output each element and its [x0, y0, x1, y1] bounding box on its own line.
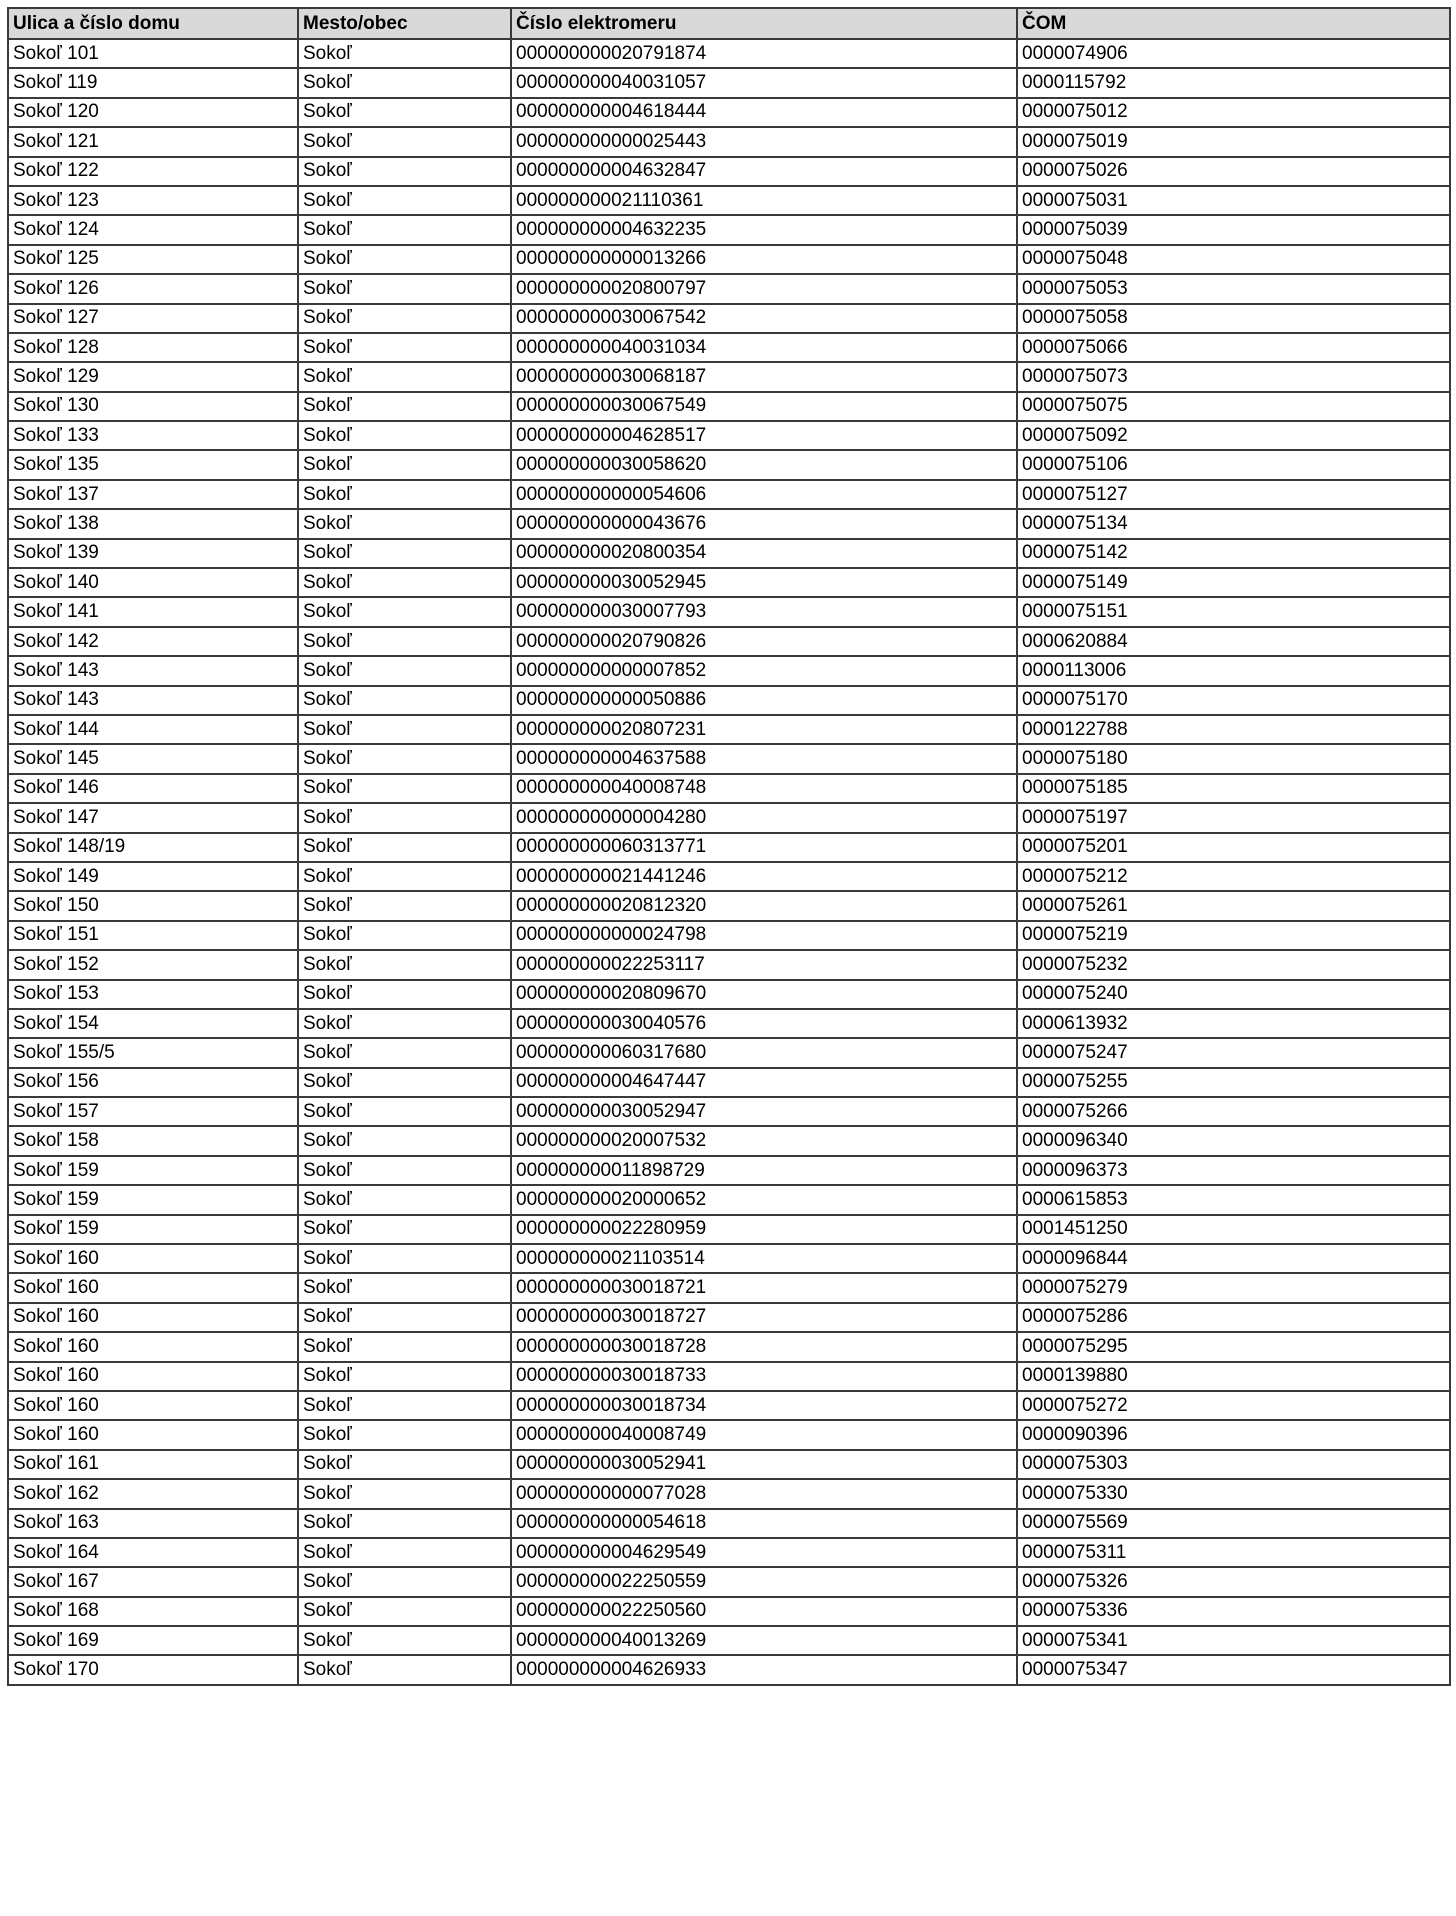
table-row: [8, 715, 1450, 744]
cell-meter-number: 000000000040008749: [511, 1420, 1017, 1449]
cell-meter-number: 000000000000013266: [511, 245, 1017, 274]
cell-com: 0000096340: [1017, 1126, 1450, 1155]
document-page: [7, 7, 1449, 1686]
cell-com: 0000075066: [1017, 333, 1450, 362]
table-row: [8, 1097, 1450, 1126]
cell-city: Sokoľ: [298, 1215, 511, 1244]
cell-city: Sokoľ: [298, 480, 511, 509]
cell-city: Sokoľ: [298, 274, 511, 303]
cell-city: Sokoľ: [298, 1626, 511, 1655]
cell-street: Sokoľ 143: [8, 686, 298, 715]
cell-com: 0000075106: [1017, 450, 1450, 479]
table-row: [8, 1420, 1450, 1449]
cell-com: 0000075232: [1017, 950, 1450, 979]
cell-com: 0000113006: [1017, 656, 1450, 685]
cell-com: 0000115792: [1017, 68, 1450, 97]
cell-city: Sokoľ: [298, 1391, 511, 1420]
cell-com: 0000075295: [1017, 1332, 1450, 1361]
table-row: [8, 39, 1450, 68]
table-row: [8, 1126, 1450, 1155]
cell-meter-number: 000000000030067542: [511, 304, 1017, 333]
table-row: [8, 1273, 1450, 1302]
cell-com: 0000075279: [1017, 1273, 1450, 1302]
cell-com: 0000075336: [1017, 1597, 1450, 1626]
table-row: [8, 333, 1450, 362]
table-row: [8, 186, 1450, 215]
cell-meter-number: 000000000040031057: [511, 68, 1017, 97]
table-row: [8, 980, 1450, 1009]
column-header-com: ČOM: [1017, 8, 1450, 39]
cell-meter-number: 000000000020809670: [511, 980, 1017, 1009]
cell-meter-number: 000000000000054606: [511, 480, 1017, 509]
cell-meter-number: 000000000020812320: [511, 891, 1017, 920]
cell-meter-number: 000000000004637588: [511, 744, 1017, 773]
cell-street: Sokoľ 129: [8, 362, 298, 391]
table-header: [8, 8, 1450, 39]
table-row: [8, 1332, 1450, 1361]
cell-com: 0000075073: [1017, 362, 1450, 391]
cell-street: Sokoľ 161: [8, 1450, 298, 1479]
cell-city: Sokoľ: [298, 98, 511, 127]
cell-com: 0000075151: [1017, 597, 1450, 626]
cell-com: 0000075240: [1017, 980, 1450, 1009]
cell-com: 0000075053: [1017, 274, 1450, 303]
cell-street: Sokoľ 147: [8, 803, 298, 832]
table-row: [8, 1303, 1450, 1332]
cell-com: 0000075261: [1017, 891, 1450, 920]
table-row: [8, 450, 1450, 479]
cell-com: 0000075247: [1017, 1038, 1450, 1067]
cell-com: 0000075311: [1017, 1538, 1450, 1567]
table-row: [8, 1655, 1450, 1684]
cell-street: Sokoľ 151: [8, 921, 298, 950]
cell-com: 0000090396: [1017, 1420, 1450, 1449]
cell-street: Sokoľ 153: [8, 980, 298, 1009]
table-row: [8, 157, 1450, 186]
cell-street: Sokoľ 101: [8, 39, 298, 68]
cell-meter-number: 000000000030018733: [511, 1362, 1017, 1391]
cell-meter-number: 000000000004629549: [511, 1538, 1017, 1567]
cell-city: Sokoľ: [298, 127, 511, 156]
cell-city: Sokoľ: [298, 1509, 511, 1538]
cell-meter-number: 000000000022280959: [511, 1215, 1017, 1244]
table-row: [8, 1479, 1450, 1508]
cell-city: Sokoľ: [298, 421, 511, 450]
table-row: [8, 921, 1450, 950]
cell-street: Sokoľ 158: [8, 1126, 298, 1155]
cell-city: Sokoľ: [298, 891, 511, 920]
cell-city: Sokoľ: [298, 215, 511, 244]
cell-street: Sokoľ 141: [8, 597, 298, 626]
cell-street: Sokoľ 160: [8, 1362, 298, 1391]
table-row: [8, 1156, 1450, 1185]
cell-city: Sokoľ: [298, 1303, 511, 1332]
table-row: [8, 1038, 1450, 1067]
cell-street: Sokoľ 160: [8, 1332, 298, 1361]
cell-city: Sokoľ: [298, 744, 511, 773]
cell-street: Sokoľ 142: [8, 627, 298, 656]
cell-city: Sokoľ: [298, 1009, 511, 1038]
cell-city: Sokoľ: [298, 1273, 511, 1302]
cell-city: Sokoľ: [298, 539, 511, 568]
cell-com: 0000075075: [1017, 392, 1450, 421]
cell-meter-number: 000000000000025443: [511, 127, 1017, 156]
cell-street: Sokoľ 127: [8, 304, 298, 333]
cell-meter-number: 000000000030018734: [511, 1391, 1017, 1420]
cell-street: Sokoľ 162: [8, 1479, 298, 1508]
cell-city: Sokoľ: [298, 1450, 511, 1479]
cell-com: 0000075185: [1017, 774, 1450, 803]
cell-com: 0000075026: [1017, 157, 1450, 186]
cell-com: 0000096373: [1017, 1156, 1450, 1185]
cell-street: Sokoľ 156: [8, 1068, 298, 1097]
cell-meter-number: 000000000022253117: [511, 950, 1017, 979]
table-row: [8, 656, 1450, 685]
cell-street: Sokoľ 145: [8, 744, 298, 773]
cell-street: Sokoľ 126: [8, 274, 298, 303]
cell-city: Sokoľ: [298, 1597, 511, 1626]
cell-street: Sokoľ 160: [8, 1420, 298, 1449]
table-row: [8, 833, 1450, 862]
cell-street: Sokoľ 146: [8, 774, 298, 803]
table-row: [8, 774, 1450, 803]
cell-com: 0000122788: [1017, 715, 1450, 744]
cell-meter-number: 000000000000007852: [511, 656, 1017, 685]
cell-street: Sokoľ 143: [8, 656, 298, 685]
cell-meter-number: 000000000030068187: [511, 362, 1017, 391]
cell-meter-number: 000000000020000652: [511, 1185, 1017, 1214]
cell-meter-number: 000000000020791874: [511, 39, 1017, 68]
cell-street: Sokoľ 170: [8, 1655, 298, 1684]
cell-city: Sokoľ: [298, 39, 511, 68]
cell-com: 0000075019: [1017, 127, 1450, 156]
cell-com: 0000620884: [1017, 627, 1450, 656]
cell-com: 0000096844: [1017, 1244, 1450, 1273]
cell-city: Sokoľ: [298, 1156, 511, 1185]
cell-meter-number: 000000000030018727: [511, 1303, 1017, 1332]
cell-street: Sokoľ 135: [8, 450, 298, 479]
cell-meter-number: 000000000004632235: [511, 215, 1017, 244]
cell-meter-number: 000000000030067549: [511, 392, 1017, 421]
cell-com: 0000075326: [1017, 1567, 1450, 1596]
cell-meter-number: 000000000021441246: [511, 862, 1017, 891]
cell-city: Sokoľ: [298, 1332, 511, 1361]
table-row: [8, 627, 1450, 656]
cell-city: Sokoľ: [298, 1655, 511, 1684]
column-header-street: Ulica a číslo domu: [8, 8, 298, 39]
cell-city: Sokoľ: [298, 568, 511, 597]
cell-city: Sokoľ: [298, 950, 511, 979]
table-row: [8, 1626, 1450, 1655]
cell-meter-number: 000000000004626933: [511, 1655, 1017, 1684]
cell-street: Sokoľ 128: [8, 333, 298, 362]
cell-street: Sokoľ 137: [8, 480, 298, 509]
cell-meter-number: 000000000004647447: [511, 1068, 1017, 1097]
cell-meter-number: 000000000000050886: [511, 686, 1017, 715]
cell-meter-number: 000000000060317680: [511, 1038, 1017, 1067]
cell-city: Sokoľ: [298, 1538, 511, 1567]
cell-com: 0000075134: [1017, 509, 1450, 538]
cell-street: Sokoľ 159: [8, 1215, 298, 1244]
cell-meter-number: 000000000030018721: [511, 1273, 1017, 1302]
table-row: [8, 744, 1450, 773]
table-body: [8, 39, 1450, 1685]
table-row: [8, 568, 1450, 597]
cell-com: 0000075031: [1017, 186, 1450, 215]
cell-city: Sokoľ: [298, 862, 511, 891]
cell-com: 0000075048: [1017, 245, 1450, 274]
cell-meter-number: 000000000020790826: [511, 627, 1017, 656]
table-row: [8, 304, 1450, 333]
cell-city: Sokoľ: [298, 1567, 511, 1596]
cell-meter-number: 000000000030052945: [511, 568, 1017, 597]
cell-meter-number: 000000000020807231: [511, 715, 1017, 744]
cell-street: Sokoľ 122: [8, 157, 298, 186]
cell-com: 0000075341: [1017, 1626, 1450, 1655]
table-row: [8, 509, 1450, 538]
table-row: [8, 1597, 1450, 1626]
cell-com: 0000139880: [1017, 1362, 1450, 1391]
table-row: [8, 1068, 1450, 1097]
cell-street: Sokoľ 120: [8, 98, 298, 127]
cell-com: 0000075058: [1017, 304, 1450, 333]
table-row: [8, 686, 1450, 715]
table-row: [8, 68, 1450, 97]
cell-com: 0001451250: [1017, 1215, 1450, 1244]
cell-meter-number: 000000000030058620: [511, 450, 1017, 479]
cell-street: Sokoľ 149: [8, 862, 298, 891]
cell-meter-number: 000000000000054618: [511, 1509, 1017, 1538]
table-row: [8, 1538, 1450, 1567]
table-row: [8, 803, 1450, 832]
cell-com: 0000615853: [1017, 1185, 1450, 1214]
table-row: [8, 127, 1450, 156]
cell-city: Sokoľ: [298, 1362, 511, 1391]
cell-meter-number: 000000000004628517: [511, 421, 1017, 450]
cell-com: 0000613932: [1017, 1009, 1450, 1038]
cell-meter-number: 000000000030040576: [511, 1009, 1017, 1038]
cell-com: 0000075201: [1017, 833, 1450, 862]
cell-street: Sokoľ 160: [8, 1303, 298, 1332]
cell-meter-number: 000000000030007793: [511, 597, 1017, 626]
table-row: [8, 1215, 1450, 1244]
column-header-meter-number: Číslo elektromeru: [511, 8, 1017, 39]
cell-city: Sokoľ: [298, 1244, 511, 1273]
cell-com: 0000075092: [1017, 421, 1450, 450]
table-row: [8, 862, 1450, 891]
cell-street: Sokoľ 138: [8, 509, 298, 538]
cell-meter-number: 000000000000043676: [511, 509, 1017, 538]
cell-meter-number: 000000000022250560: [511, 1597, 1017, 1626]
cell-city: Sokoľ: [298, 1479, 511, 1508]
cell-city: Sokoľ: [298, 333, 511, 362]
cell-street: Sokoľ 130: [8, 392, 298, 421]
cell-meter-number: 000000000040013269: [511, 1626, 1017, 1655]
cell-street: Sokoľ 119: [8, 68, 298, 97]
cell-com: 0000075330: [1017, 1479, 1450, 1508]
cell-meter-number: 000000000021110361: [511, 186, 1017, 215]
table-row: [8, 1362, 1450, 1391]
table-row: [8, 245, 1450, 274]
table-row: [8, 1244, 1450, 1273]
cell-city: Sokoľ: [298, 833, 511, 862]
cell-street: Sokoľ 155/5: [8, 1038, 298, 1067]
cell-meter-number: 000000000011898729: [511, 1156, 1017, 1185]
table-row: [8, 1567, 1450, 1596]
cell-city: Sokoľ: [298, 1126, 511, 1155]
table-row: [8, 421, 1450, 450]
cell-city: Sokoľ: [298, 597, 511, 626]
cell-city: Sokoľ: [298, 715, 511, 744]
cell-city: Sokoľ: [298, 774, 511, 803]
cell-com: 0000075197: [1017, 803, 1450, 832]
cell-meter-number: 000000000000024798: [511, 921, 1017, 950]
cell-city: Sokoľ: [298, 304, 511, 333]
cell-com: 0000075255: [1017, 1068, 1450, 1097]
cell-street: Sokoľ 157: [8, 1097, 298, 1126]
cell-meter-number: 000000000040031034: [511, 333, 1017, 362]
cell-city: Sokoľ: [298, 656, 511, 685]
cell-meter-number: 000000000022250559: [511, 1567, 1017, 1596]
cell-street: Sokoľ 160: [8, 1391, 298, 1420]
cell-meter-number: 000000000000004280: [511, 803, 1017, 832]
cell-com: 0000075149: [1017, 568, 1450, 597]
cell-city: Sokoľ: [298, 1068, 511, 1097]
cell-street: Sokoľ 144: [8, 715, 298, 744]
column-header-city: Mesto/obec: [298, 8, 511, 39]
cell-meter-number: 000000000030018728: [511, 1332, 1017, 1361]
cell-meter-number: 000000000004618444: [511, 98, 1017, 127]
cell-street: Sokoľ 140: [8, 568, 298, 597]
cell-street: Sokoľ 159: [8, 1185, 298, 1214]
cell-meter-number: 000000000000077028: [511, 1479, 1017, 1508]
cell-city: Sokoľ: [298, 450, 511, 479]
cell-city: Sokoľ: [298, 803, 511, 832]
cell-city: Sokoľ: [298, 157, 511, 186]
cell-street: Sokoľ 125: [8, 245, 298, 274]
cell-street: Sokoľ 160: [8, 1273, 298, 1302]
cell-com: 0000075012: [1017, 98, 1450, 127]
cell-com: 0000075303: [1017, 1450, 1450, 1479]
table-row: [8, 539, 1450, 568]
table-row: [8, 891, 1450, 920]
cell-meter-number: 000000000060313771: [511, 833, 1017, 862]
cell-com: 0000075347: [1017, 1655, 1450, 1684]
cell-meter-number: 000000000020800354: [511, 539, 1017, 568]
cell-street: Sokoľ 168: [8, 1597, 298, 1626]
cell-meter-number: 000000000030052941: [511, 1450, 1017, 1479]
cell-city: Sokoľ: [298, 1097, 511, 1126]
cell-street: Sokoľ 148/19: [8, 833, 298, 862]
table-row: [8, 1009, 1450, 1038]
cell-street: Sokoľ 150: [8, 891, 298, 920]
cell-city: Sokoľ: [298, 392, 511, 421]
cell-com: 0000074906: [1017, 39, 1450, 68]
table-row: [8, 98, 1450, 127]
cell-city: Sokoľ: [298, 627, 511, 656]
cell-street: Sokoľ 124: [8, 215, 298, 244]
cell-com: 0000075219: [1017, 921, 1450, 950]
cell-city: Sokoľ: [298, 1420, 511, 1449]
cell-meter-number: 000000000040008748: [511, 774, 1017, 803]
table-row: [8, 274, 1450, 303]
cell-city: Sokoľ: [298, 68, 511, 97]
cell-city: Sokoľ: [298, 362, 511, 391]
table-row: [8, 1509, 1450, 1538]
cell-com: 0000075127: [1017, 480, 1450, 509]
cell-city: Sokoľ: [298, 980, 511, 1009]
cell-meter-number: 000000000020800797: [511, 274, 1017, 303]
cell-city: Sokoľ: [298, 245, 511, 274]
cell-street: Sokoľ 133: [8, 421, 298, 450]
table-row: [8, 1391, 1450, 1420]
cell-street: Sokoľ 160: [8, 1244, 298, 1273]
cell-meter-number: 000000000004632847: [511, 157, 1017, 186]
table-row: [8, 362, 1450, 391]
cell-com: 0000075142: [1017, 539, 1450, 568]
table-row: [8, 1185, 1450, 1214]
cell-com: 0000075180: [1017, 744, 1450, 773]
cell-com: 0000075569: [1017, 1509, 1450, 1538]
cell-street: Sokoľ 159: [8, 1156, 298, 1185]
cell-street: Sokoľ 169: [8, 1626, 298, 1655]
cell-city: Sokoľ: [298, 686, 511, 715]
table-row: [8, 1450, 1450, 1479]
table-row: [8, 392, 1450, 421]
cell-meter-number: 000000000030052947: [511, 1097, 1017, 1126]
cell-meter-number: 000000000020007532: [511, 1126, 1017, 1155]
cell-meter-number: 000000000021103514: [511, 1244, 1017, 1273]
cell-com: 0000075286: [1017, 1303, 1450, 1332]
cell-city: Sokoľ: [298, 1038, 511, 1067]
cell-street: Sokoľ 139: [8, 539, 298, 568]
cell-street: Sokoľ 164: [8, 1538, 298, 1567]
cell-city: Sokoľ: [298, 509, 511, 538]
cell-com: 0000075266: [1017, 1097, 1450, 1126]
cell-street: Sokoľ 154: [8, 1009, 298, 1038]
header-row: [8, 8, 1450, 39]
cell-street: Sokoľ 163: [8, 1509, 298, 1538]
meter-table: [7, 7, 1451, 1686]
table-row: [8, 480, 1450, 509]
table-row: [8, 950, 1450, 979]
cell-street: Sokoľ 167: [8, 1567, 298, 1596]
cell-street: Sokoľ 123: [8, 186, 298, 215]
table-row: [8, 597, 1450, 626]
cell-com: 0000075039: [1017, 215, 1450, 244]
cell-com: 0000075212: [1017, 862, 1450, 891]
cell-street: Sokoľ 152: [8, 950, 298, 979]
cell-city: Sokoľ: [298, 1185, 511, 1214]
cell-city: Sokoľ: [298, 186, 511, 215]
cell-com: 0000075170: [1017, 686, 1450, 715]
cell-city: Sokoľ: [298, 921, 511, 950]
table-row: [8, 215, 1450, 244]
cell-com: 0000075272: [1017, 1391, 1450, 1420]
cell-street: Sokoľ 121: [8, 127, 298, 156]
